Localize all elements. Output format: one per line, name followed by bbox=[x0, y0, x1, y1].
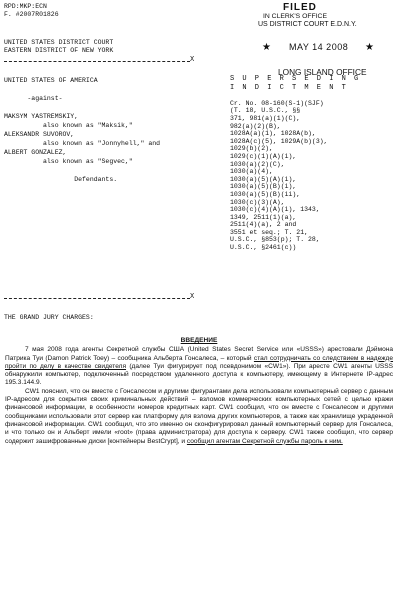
statute-line: 982(a)(2)(B), bbox=[230, 122, 281, 130]
indictment-details bbox=[230, 75, 360, 252]
statute-line: 2511(4)(a), 2 and bbox=[230, 221, 297, 229]
caption-top-rule bbox=[4, 61, 190, 62]
statute-line: 1029(b)(2), bbox=[230, 145, 273, 153]
grand-jury-charges: THE GRAND JURY CHARGES: bbox=[4, 314, 94, 321]
case-caption bbox=[4, 76, 160, 184]
statute-line: 1030(a)(4), bbox=[230, 168, 273, 176]
caption-x-mark-top: X bbox=[190, 56, 195, 64]
stamp-date: MAY 14 2008 bbox=[289, 42, 349, 52]
statute-line: 3551 et seq.; T. 21, bbox=[230, 228, 309, 236]
statute-line: 371, 981(a)(1)(C), bbox=[230, 114, 301, 122]
translation-title: ВВЕДЕНИЕ bbox=[180, 337, 218, 344]
stamp-location: LONG ISLAND OFFICE bbox=[278, 67, 367, 77]
court-line-2: EASTERN DISTRICT OF NEW YORK bbox=[4, 47, 114, 54]
caption-bottom-rule bbox=[4, 298, 190, 299]
statute-line: (T. 18, U.S.C., §§ bbox=[230, 107, 301, 115]
statute-line: 1028A(a)(1), 1028A(b), bbox=[230, 130, 316, 138]
statute-line: 1029(c)(1)(A)(i), bbox=[230, 152, 297, 160]
stamp-star-left: ★ bbox=[262, 42, 271, 53]
criminal-number: Cr. No. 08-160(S-1)(SJF) bbox=[230, 99, 324, 107]
underlined-text: сообщил агентам Секретной службы пароль к ним. bbox=[186, 437, 343, 445]
court-line-1: UNITED STATES DISTRICT COURT bbox=[4, 39, 114, 46]
translation-paragraph-1 bbox=[5, 346, 393, 387]
defendant-alias: also known as "Segvec," bbox=[4, 158, 133, 165]
file-number: F. #2007R01826 bbox=[4, 11, 59, 18]
statute-line: 1030(c)(4)(A)(i), 1343, bbox=[230, 206, 320, 214]
defendant-alias: also known as "Maksik," bbox=[4, 122, 133, 129]
stamp-filed: FILED bbox=[283, 2, 317, 13]
statute-line: 1030(a)(5)(B)(ii), bbox=[230, 190, 301, 198]
statute-line: 1030(a)(5)(A)(i), bbox=[230, 175, 297, 183]
defendant-name: ALBERT GONZALEZ, bbox=[4, 149, 67, 156]
caption-line: -against- bbox=[4, 95, 63, 102]
caption-line: UNITED STATES OF AMERICA bbox=[4, 77, 98, 84]
court-name bbox=[4, 39, 113, 55]
defendant-name: ALEKSANDR SUVOROV, bbox=[4, 131, 75, 138]
translation-paragraph-2 bbox=[5, 388, 393, 446]
defendants-label: Defendants. bbox=[4, 176, 118, 183]
caption-x-mark-bottom: X bbox=[190, 293, 195, 301]
text-run: CW1 пояснил, что он вместе с Гонсалесом и другими фигурантами дела использовали компьютерный сервер с данным IP-адресом для сокрытия своих криминальных действий – взломов коммерческих компьютерных сетей с целью кражи финансовой информации, в особенности номеров кредитных карт. CW1 сообщил, что он вместе с Гонсалесом и другими сообщниками использовали этот сервер как платформу для взлома других компьютеров, а также как хранилище украденной финансовой информации. CW1 сообщил, что это именно он сконфигурировал данный компьютерный сервер для Гонсалеса, и что только он и Альберт имели «root» (права администратора) для доступа к серверу. CW1 также сообщил, что сервер содержит зашифрованные диски [контейнеры BestCrypt], и bbox=[5, 387, 393, 445]
underlined-text: стал сотрудничать со следствием в надежде пройти по делу в качестве свидетеля bbox=[5, 354, 394, 370]
statute-line: U.S.C., §853(p); T. 28, bbox=[230, 236, 320, 244]
text-run: (далее Туи фигурирует под псевдонимом «CW1»). При аресте CW1 агенты USSS обнаружили компьютер, подключенный посредством удаленного доступа к компьютеру, имеющему в Интернете IP-адрес 195.3.144.9. bbox=[5, 362, 393, 387]
statute-line: 1030(c)(3)(A), bbox=[230, 198, 285, 206]
defendant-alias: also known as "Jonnyhell," and bbox=[4, 140, 161, 147]
initials-line: RPD:MKP:ECN bbox=[4, 3, 47, 10]
statute-line: 1349, 2511(1)(a), bbox=[230, 213, 297, 221]
case-header bbox=[4, 3, 59, 19]
defendant-name: MAKSYM YASTREMSKIY, bbox=[4, 113, 79, 120]
stamp-office: IN CLERK'S OFFICE bbox=[263, 13, 327, 20]
translation-box bbox=[5, 337, 393, 446]
stamp-court: US DISTRICT COURT E.D.N.Y. bbox=[258, 21, 357, 28]
text-run: 7 мая 2008 года агенты Секретной службы США (United States Secret Service или «USSS») арестовали Дэймона Патрика Туи (Damon Patrick Toey) – сообщника Альберта Гонсалеса, – который bbox=[5, 346, 393, 362]
statute-line: 1028A(c)(5), 1029A(b)(3), bbox=[230, 137, 328, 145]
indictment-type-1: S U P E R S E D I N G bbox=[230, 75, 361, 83]
stamp-star-right: ★ bbox=[365, 42, 374, 53]
statute-line: 1030(a)(2)(C), bbox=[230, 160, 285, 168]
indictment-type-2: I N D I C T M E N T bbox=[230, 83, 348, 92]
statute-line: 1030(a)(5)(B)(i), bbox=[230, 183, 297, 191]
statute-line: U.S.C., §2461(c)) bbox=[230, 244, 297, 252]
